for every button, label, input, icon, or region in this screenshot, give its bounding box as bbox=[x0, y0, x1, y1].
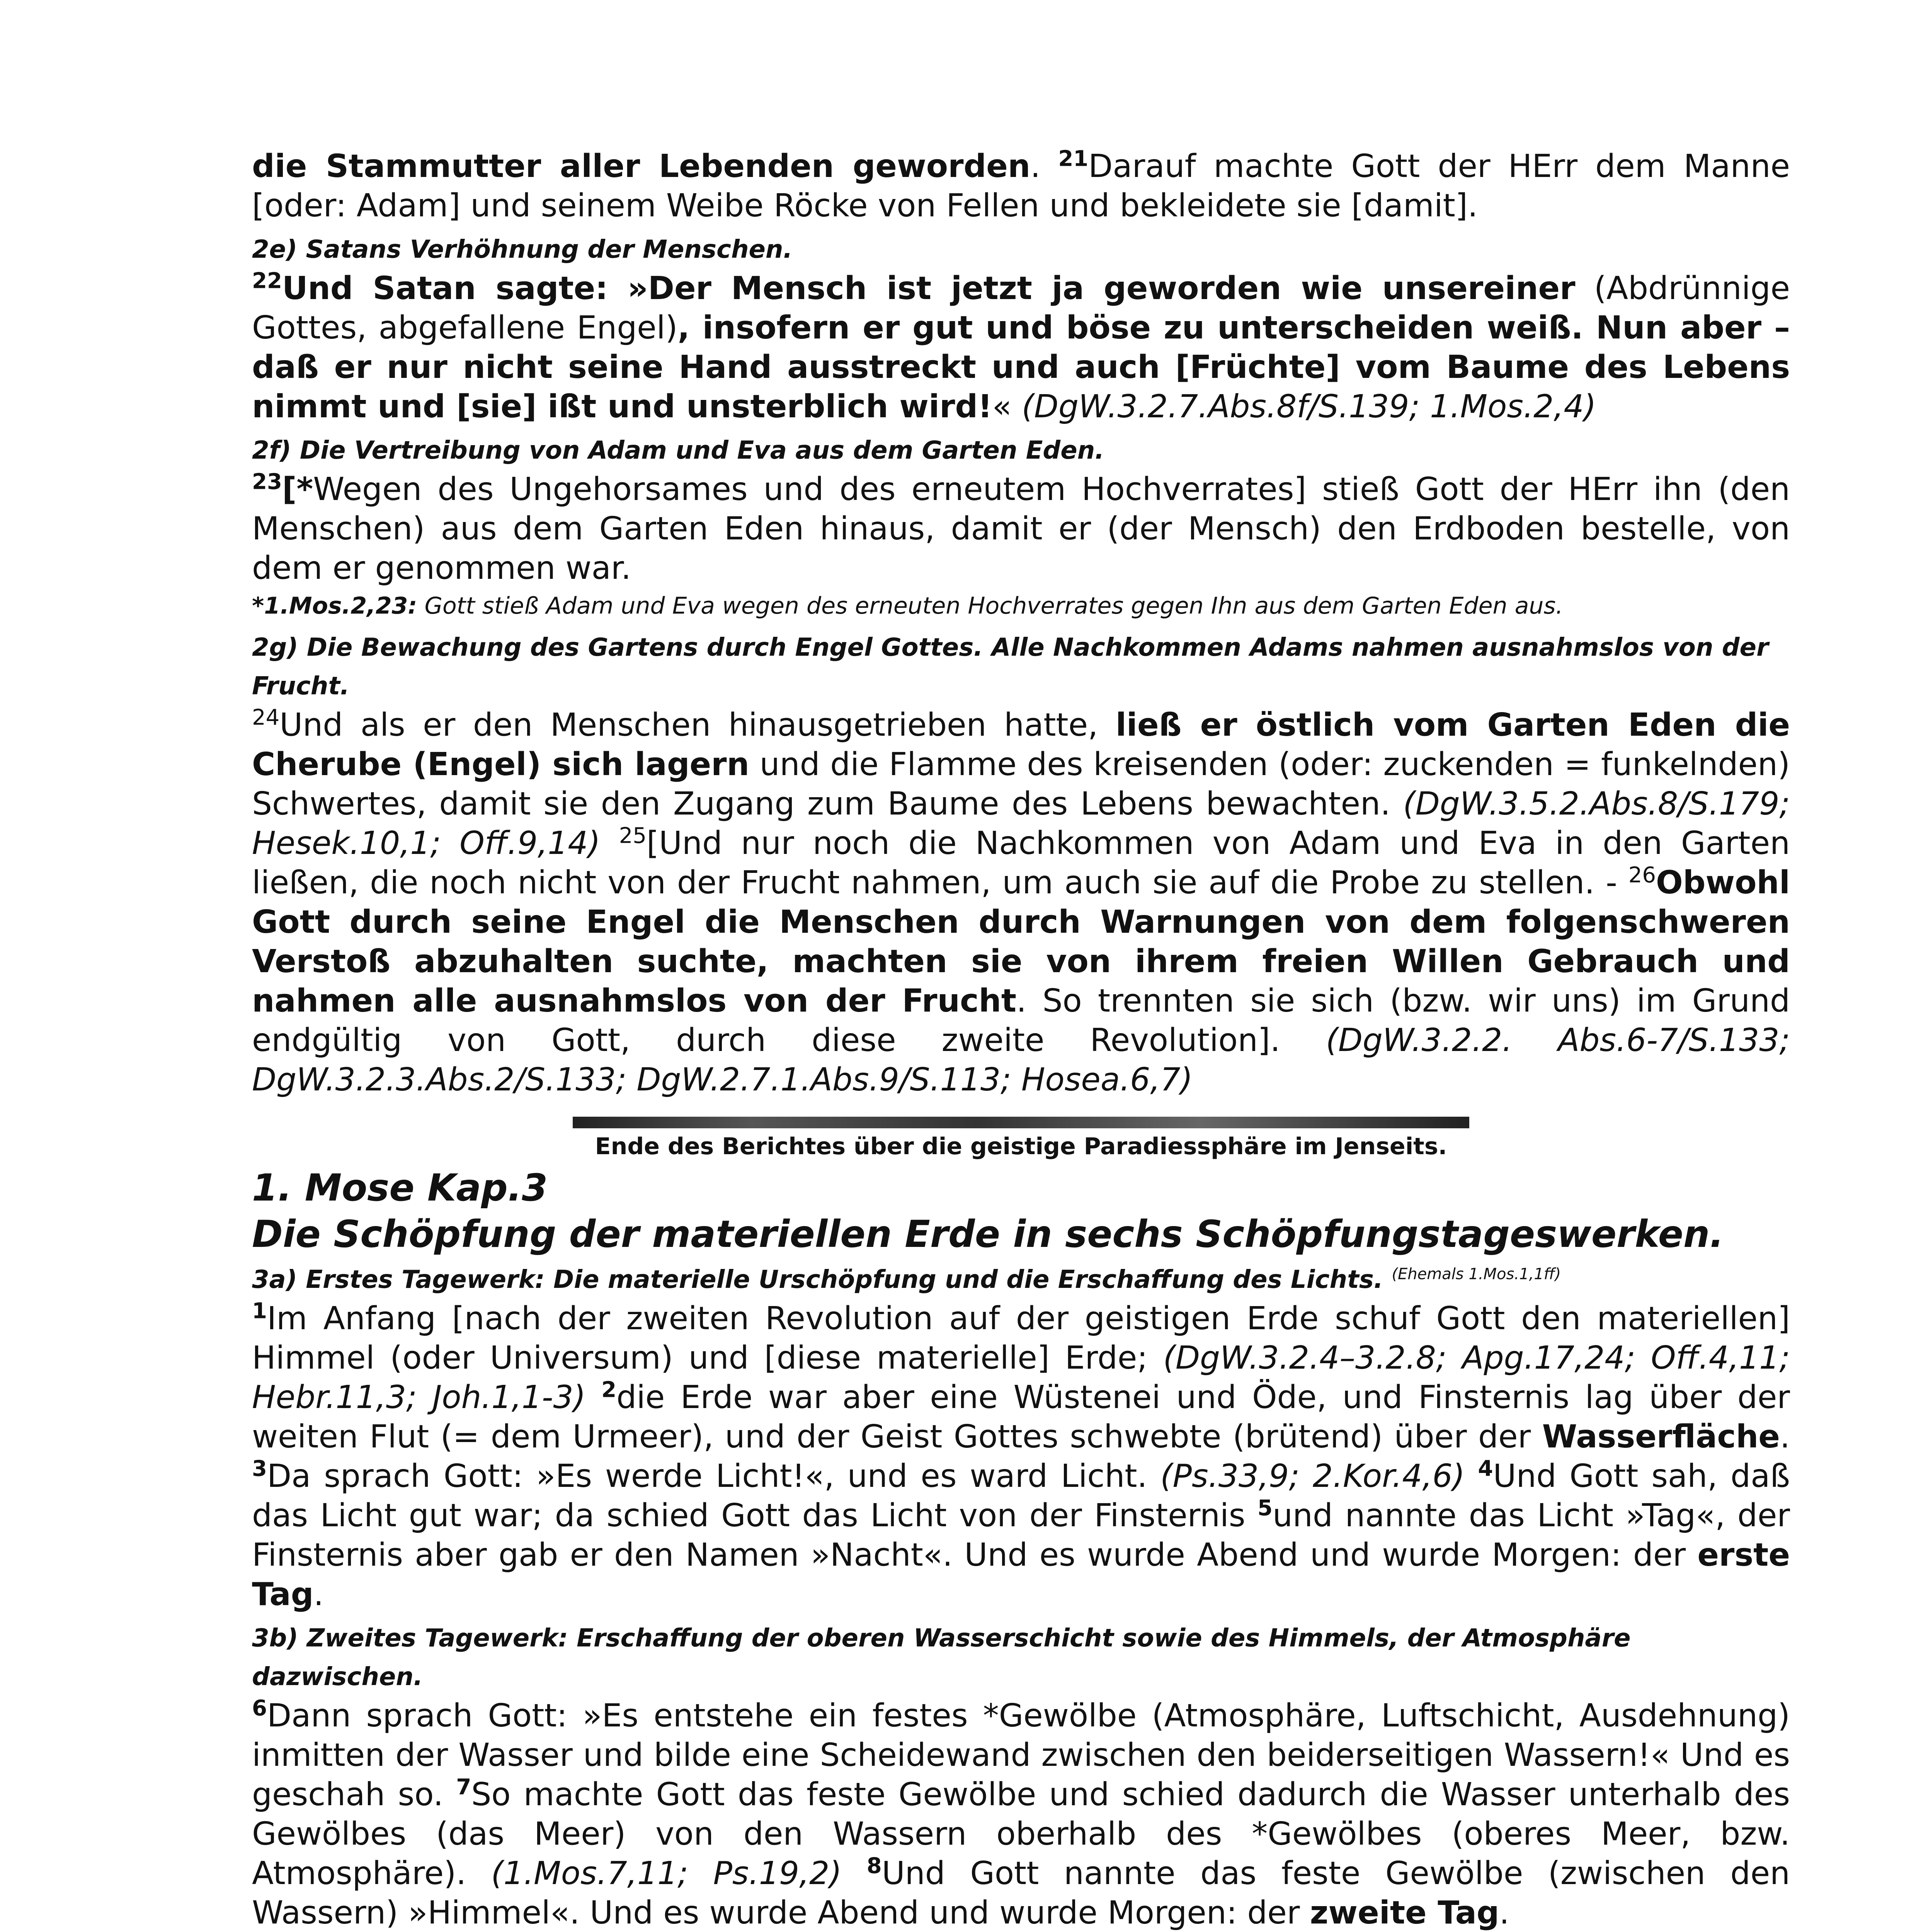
body-text: Und Gott nannte das feste Gewölbe (zwischen den Wassern) »Himmel«. Und es wurde Abend und wurde Morgen: der bbox=[252, 1855, 1790, 1931]
body-text: . bbox=[1030, 148, 1058, 185]
verse-number: 4 bbox=[1478, 1456, 1493, 1481]
paragraph-verse-21 bbox=[252, 147, 1790, 226]
verse-number: 23 bbox=[252, 469, 282, 495]
body-text: Und Gott sah, daß das Licht gut war; da schied Gott das Licht von der Finsternis bbox=[252, 1458, 1790, 1534]
verse-number: 21 bbox=[1058, 146, 1089, 172]
verse-number: 24 bbox=[252, 705, 280, 730]
citation: (DgW.3.5.2.Abs.8/S.179; Hesek.10,1; Off.9,14) bbox=[252, 786, 1790, 862]
emphasis-text: erste Tag bbox=[252, 1537, 1790, 1613]
verse-number: 8 bbox=[866, 1853, 882, 1879]
body-text: die Erde war aber eine Wüstenei und Öde, und Finsternis lag über der weiten Flut (= dem Urmeer), und der Geist Gottes schwebte (brütend) über der bbox=[252, 1379, 1790, 1455]
emphasis-text: die Stammutter aller Lebenden geworden bbox=[252, 148, 1031, 185]
citation: (DgW.3.2.4–3.2.8; Apg.17,24; Off.4,11; Hebr.11,3; Joh.1,1-3) bbox=[252, 1340, 1790, 1416]
footnote-ref: *1.Mos.2,23: bbox=[252, 592, 417, 619]
section-heading-2e: 2e) Satans Verhöhnung der Menschen. bbox=[252, 235, 793, 264]
body-text: Da sprach Gott: »Es werde Licht!«, und es ward Licht. bbox=[267, 1458, 1160, 1495]
body-text: Und als er den Menschen hinausgetrieben hatte, bbox=[279, 707, 1116, 743]
body-text: (Abdrünnige Gottes, abgefallene Engel) bbox=[252, 270, 1790, 346]
verse-number: 26 bbox=[1628, 862, 1656, 888]
body-text bbox=[1465, 1458, 1478, 1495]
chapter-subtitle: Die Schöpfung der materiellen Erde in sechs Schöpfungstageswerken. bbox=[252, 1213, 1724, 1256]
emphasis-text: , insofern er gut und böse zu unterscheiden weiß. Nun aber – daß er nur nicht seine Hand ausstreckt und auch [Früchte] vom Baume des Lebens nimmt und [sie] ißt und unsterblich wird! bbox=[252, 310, 1790, 425]
paragraph-verse-23 bbox=[252, 470, 1790, 588]
citation: (1.Mos.7,11; Ps.19,2) bbox=[491, 1855, 842, 1892]
body-text: . bbox=[313, 1576, 324, 1613]
verse-number: 2 bbox=[601, 1377, 617, 1403]
body-text: Im Anfang [nach der zweiten Revolution auf der geistigen Erde schuf Gott den materiellen] Himmel (oder Universum) und [diese materielle] Erde; bbox=[252, 1300, 1790, 1376]
emphasis-text: Wasserfläche bbox=[1542, 1418, 1780, 1455]
divider-bar bbox=[573, 1117, 1469, 1128]
footnote-text: Gott stieß Adam und Eva wegen des erneuten Hochverrates gegen Ihn aus dem Garten Eden aus. bbox=[417, 592, 1563, 619]
section-heading-3b: 3b) Zweites Tagewerk: Erschaffung der oberen Wasserschicht sowie des Himmels, der Atmosphäre dazwischen. bbox=[252, 1624, 1631, 1691]
section-heading-2f: 2f) Die Vertreibung von Adam und Eva aus dem Garten Eden. bbox=[252, 436, 1104, 465]
verse-number: 3 bbox=[252, 1456, 267, 1481]
verse-number: 7 bbox=[456, 1774, 471, 1800]
body-text: und nannte das Licht »Tag«, der Finsternis aber gab er den Namen »Nacht«. Und es wurde Abend und wurde Morgen: der bbox=[252, 1497, 1790, 1573]
paragraph-verse-22 bbox=[252, 269, 1790, 427]
verse-number: 6 bbox=[252, 1696, 267, 1721]
emphasis-text: zweite Tag bbox=[1310, 1895, 1499, 1931]
body-text: . bbox=[1499, 1895, 1509, 1931]
body-text: [Und nur noch die Nachkommen von Adam und Eva in den Garten ließen, die noch nicht von der Frucht nahmen, um auch sie auf die Probe zu stellen. - bbox=[252, 825, 1790, 901]
citation: (DgW.3.2.7.Abs.8f/S.139; 1.Mos.2,4) bbox=[1021, 388, 1596, 425]
emphasis-text: [* bbox=[282, 471, 313, 508]
footnote-1 bbox=[252, 588, 1790, 624]
paragraph-verses-1-5 bbox=[252, 1299, 1790, 1614]
body-text: . So trennten sie sich (bzw. wir uns) im Grund endgültig von Gott, durch diese zweite Revolution]. bbox=[252, 983, 1790, 1059]
emphasis-text: Und Satan sagte: »Der Mensch ist jetzt ja geworden wie unsereiner bbox=[282, 270, 1576, 307]
chapter-title: 1. Mose Kap.3 bbox=[252, 1166, 548, 1209]
heading-text: 3a) Erstes Tagewerk: Die materielle Urschöpfung und die Erschaffung des Lichts. bbox=[252, 1265, 1383, 1294]
paragraph-verse-24-26 bbox=[252, 706, 1790, 1100]
body-text: . bbox=[1780, 1418, 1790, 1455]
body-text: Dann sprach Gott: »Es entstehe ein festes *Gewölbe (Atmosphäre, Luftschicht, Ausdehnung) inmitten der Wasser und bilde eine Scheidewand zwischen den beiderseitigen Wassern!« Und es geschah so. bbox=[252, 1697, 1790, 1813]
body-text: So machte Gott das feste Gewölbe und schied dadurch die Wasser unterhalb des Gewölbes (das Meer) von den Wassern oberhalb des *Gewölbes (oberes Meer, bzw. Atmosphäre). bbox=[252, 1776, 1790, 1892]
body-text: « bbox=[992, 388, 1022, 425]
body-text bbox=[601, 825, 619, 862]
divider-caption: Ende des Berichtes über die geistige Paradiessphäre im Jenseits. bbox=[595, 1133, 1447, 1160]
section-heading-2g: 2g) Die Bewachung des Gartens durch Engel Gottes. Alle Nachkommen Adams nahmen ausnahmslos von der Frucht. bbox=[252, 633, 1769, 701]
body-text: Wegen des Ungehorsames und des erneutem Hochverrates] stieß Gott der HErr ihn (den Menschen) aus dem Garten Eden hinaus, damit er (der Mensch) den Erdboden bestelle, von dem er genommen war. bbox=[252, 471, 1790, 587]
section-heading-3a bbox=[252, 1260, 1790, 1299]
emphasis-text: ließ er östlich vom Garten Eden die Cherube (Engel) sich lagern bbox=[252, 707, 1790, 783]
heading-reference: (Ehemals 1.Mos.1,1ff) bbox=[1392, 1265, 1561, 1283]
body-text bbox=[842, 1855, 867, 1892]
citation: (Ps.33,9; 2.Kor.4,6) bbox=[1160, 1458, 1465, 1495]
verse-number: 1 bbox=[252, 1298, 267, 1324]
emphasis-text: Obwohl Gott durch seine Engel die Menschen durch Warnungen von dem folgenschweren Verstoß abzuhalten suchte, machten sie von ihrem freien Willen Gebrauch und nahmen alle ausnahmslos von der Frucht bbox=[252, 864, 1790, 1019]
verse-number: 25 bbox=[619, 823, 647, 849]
body-text bbox=[586, 1379, 601, 1416]
page-content bbox=[252, 147, 1790, 1932]
citation: (DgW.3.2.2. Abs.6-7/S.133; DgW.3.2.3.Abs.2/S.133; DgW.2.7.1.Abs.9/S.113; Hosea.6,7) bbox=[252, 1022, 1790, 1098]
paragraph-verses-6-8 bbox=[252, 1696, 1790, 1932]
body-text: und die Flamme des kreisenden (oder: zuckenden = funkelnden) Schwertes, damit sie den Zugang zum Baume des Lebens bewachten. bbox=[252, 746, 1790, 822]
verse-number: 5 bbox=[1257, 1495, 1273, 1521]
body-text: Darauf machte Gott der HErr dem Manne [oder: Adam] und seinem Weibe Röcke von Fellen und bekleidete sie [damit]. bbox=[252, 148, 1790, 224]
verse-number: 22 bbox=[252, 268, 282, 294]
